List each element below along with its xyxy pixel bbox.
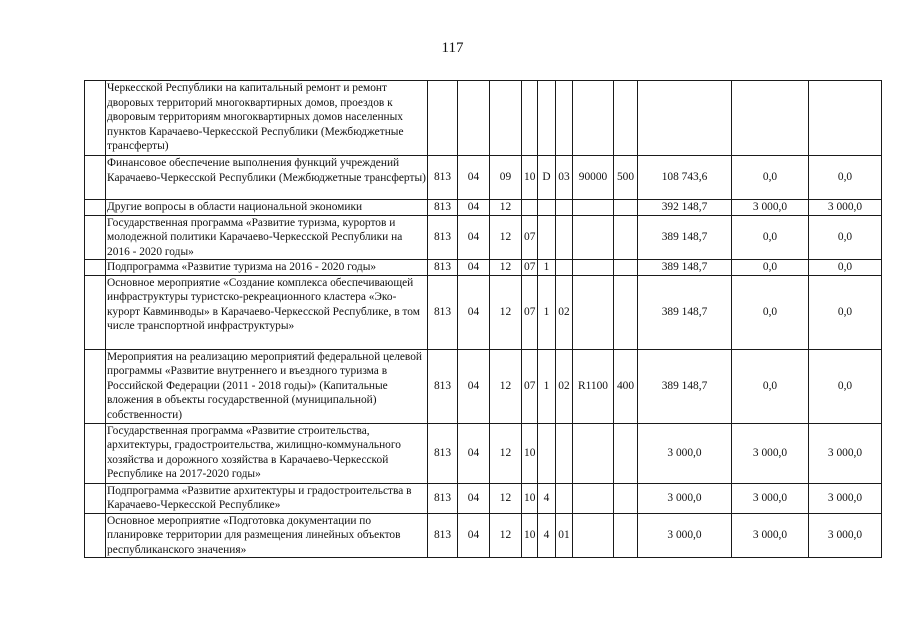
sum-year-1-cell: 389 148,7 — [638, 349, 732, 423]
sum-year-3-cell: 3 000,0 — [809, 200, 882, 216]
expense-type-cell — [614, 423, 638, 483]
sum-year-2-cell: 3 000,0 — [732, 483, 809, 513]
expense-type-cell — [614, 483, 638, 513]
item-name-cell: Основное мероприятие «Подготовка документации по планировке территории для размещения линейных объектов республиканского значения» — [106, 513, 428, 558]
expense-type-cell — [614, 260, 638, 276]
table-row — [85, 423, 882, 483]
expense-type-cell — [614, 513, 638, 558]
subsection-cell: 12 — [490, 513, 522, 558]
item-name-cell: Мероприятия на реализацию мероприятий федеральной целевой программы «Развитие внутреннего и въездного туризма в Российской Федерации (2011 - 2018 годы)» (Капитальные вложения в объекты государственной (муниципальной) собственности) — [106, 349, 428, 423]
row-number-cell — [85, 260, 106, 276]
sum-year-2-cell: 0,0 — [732, 349, 809, 423]
ved-cell: 813 — [428, 513, 458, 558]
sum-year-3-cell: 0,0 — [809, 156, 882, 200]
table-row — [85, 349, 882, 423]
row-number-cell — [85, 215, 106, 260]
sum-year-1-cell: 392 148,7 — [638, 200, 732, 216]
section-cell: 04 — [458, 260, 490, 276]
target-code-4-cell — [573, 215, 614, 260]
ved-cell: 813 — [428, 215, 458, 260]
ved-cell — [428, 81, 458, 156]
sum-year-1-cell: 389 148,7 — [638, 215, 732, 260]
target-code-1-cell: 10 — [522, 156, 538, 200]
subsection-cell: 12 — [490, 215, 522, 260]
item-name-cell: Другие вопросы в области национальной экономики — [106, 200, 428, 216]
row-number-cell — [85, 275, 106, 349]
subsection-cell: 12 — [490, 200, 522, 216]
sum-year-1-cell: 3 000,0 — [638, 423, 732, 483]
sum-year-2-cell — [732, 81, 809, 156]
target-code-4-cell — [573, 513, 614, 558]
expense-type-cell: 400 — [614, 349, 638, 423]
target-code-2-cell — [538, 215, 556, 260]
sum-year-3-cell: 0,0 — [809, 275, 882, 349]
target-code-2-cell: 4 — [538, 483, 556, 513]
section-cell: 04 — [458, 349, 490, 423]
subsection-cell — [490, 81, 522, 156]
target-code-2-cell — [538, 423, 556, 483]
sum-year-3-cell: 3 000,0 — [809, 513, 882, 558]
target-code-3-cell — [556, 423, 573, 483]
table-row — [85, 81, 882, 156]
ved-cell: 813 — [428, 275, 458, 349]
target-code-4-cell — [573, 81, 614, 156]
subsection-cell: 12 — [490, 349, 522, 423]
target-code-2-cell — [538, 200, 556, 216]
target-code-3-cell — [556, 81, 573, 156]
item-name-cell: Основное мероприятие «Создание комплекса обеспечивающей инфраструктуры туристско-рекреационного кластера «Эко-курорт Кавминводы» в Карачаево-Черкесской Республике, в том числе транспортной инфраструктуры» — [106, 275, 428, 349]
item-name-cell: Государственная программа «Развитие строительства, архитектуры, градостроительства, жилищно-коммунального хозяйства и дорожного хозяйства в Карачаево-Черкесской Республике на 2017-2020 годы» — [106, 423, 428, 483]
sum-year-3-cell: 3 000,0 — [809, 423, 882, 483]
subsection-cell: 12 — [490, 275, 522, 349]
target-code-1-cell: 07 — [522, 215, 538, 260]
table-row — [85, 260, 882, 276]
row-number-cell — [85, 513, 106, 558]
target-code-1-cell: 10 — [522, 423, 538, 483]
target-code-3-cell: 02 — [556, 349, 573, 423]
ved-cell: 813 — [428, 483, 458, 513]
target-code-3-cell: 02 — [556, 275, 573, 349]
item-name-cell: Подпрограмма «Развитие архитектуры и градостроительства в Карачаево-Черкесской Республике» — [106, 483, 428, 513]
sum-year-2-cell: 0,0 — [732, 275, 809, 349]
sum-year-2-cell: 0,0 — [732, 215, 809, 260]
ved-cell: 813 — [428, 349, 458, 423]
subsection-cell: 12 — [490, 423, 522, 483]
row-number-cell — [85, 81, 106, 156]
table-row — [85, 215, 882, 260]
table-row — [85, 275, 882, 349]
sum-year-1-cell: 3 000,0 — [638, 483, 732, 513]
row-number-cell — [85, 349, 106, 423]
sum-year-2-cell: 0,0 — [732, 260, 809, 276]
item-name-cell: Государственная программа «Развитие туризма, курортов и молодежной политики Карачаево-Черкесской Республики на 2016 - 2020 годы» — [106, 215, 428, 260]
target-code-3-cell: 01 — [556, 513, 573, 558]
sum-year-1-cell: 389 148,7 — [638, 260, 732, 276]
target-code-1-cell: 07 — [522, 349, 538, 423]
item-name-cell: Черкесской Республики на капитальный ремонт и ремонт дворовых территорий многоквартирных домов, проездов к дворовым территориям многоквартирных домов населенных пунктов Карачаево-Черкесской Республики (Межбюджетные трансферты) — [106, 81, 428, 156]
target-code-2-cell: 4 — [538, 513, 556, 558]
subsection-cell: 12 — [490, 260, 522, 276]
table-row — [85, 513, 882, 558]
target-code-3-cell — [556, 260, 573, 276]
target-code-4-cell: 90000 — [573, 156, 614, 200]
target-code-2-cell: D — [538, 156, 556, 200]
sum-year-2-cell: 3 000,0 — [732, 513, 809, 558]
sum-year-2-cell: 3 000,0 — [732, 423, 809, 483]
ved-cell: 813 — [428, 156, 458, 200]
sum-year-2-cell: 3 000,0 — [732, 200, 809, 216]
section-cell: 04 — [458, 513, 490, 558]
target-code-4-cell — [573, 423, 614, 483]
sum-year-1-cell — [638, 81, 732, 156]
sum-year-3-cell: 0,0 — [809, 215, 882, 260]
target-code-1-cell — [522, 81, 538, 156]
sum-year-2-cell: 0,0 — [732, 156, 809, 200]
expense-type-cell — [614, 215, 638, 260]
sum-year-1-cell: 3 000,0 — [638, 513, 732, 558]
target-code-1-cell: 10 — [522, 483, 538, 513]
section-cell: 04 — [458, 156, 490, 200]
section-cell: 04 — [458, 200, 490, 216]
ved-cell: 813 — [428, 260, 458, 276]
page-number: 117 — [441, 40, 464, 56]
budget-table — [84, 80, 882, 558]
subsection-cell: 09 — [490, 156, 522, 200]
target-code-2-cell: 1 — [538, 349, 556, 423]
target-code-3-cell — [556, 200, 573, 216]
expense-type-cell: 500 — [614, 156, 638, 200]
section-cell — [458, 81, 490, 156]
target-code-3-cell: 03 — [556, 156, 573, 200]
ved-cell: 813 — [428, 200, 458, 216]
subsection-cell: 12 — [490, 483, 522, 513]
target-code-1-cell — [522, 200, 538, 216]
section-cell: 04 — [458, 215, 490, 260]
sum-year-3-cell: 0,0 — [809, 349, 882, 423]
target-code-1-cell: 07 — [522, 260, 538, 276]
expense-type-cell — [614, 275, 638, 349]
target-code-4-cell: R1100 — [573, 349, 614, 423]
section-cell: 04 — [458, 423, 490, 483]
ved-cell: 813 — [428, 423, 458, 483]
sum-year-1-cell: 108 743,6 — [638, 156, 732, 200]
target-code-1-cell: 10 — [522, 513, 538, 558]
target-code-4-cell — [573, 483, 614, 513]
target-code-1-cell: 07 — [522, 275, 538, 349]
target-code-4-cell — [573, 260, 614, 276]
sum-year-3-cell: 0,0 — [809, 260, 882, 276]
target-code-4-cell — [573, 275, 614, 349]
target-code-4-cell — [573, 200, 614, 216]
table-row — [85, 200, 882, 216]
row-number-cell — [85, 483, 106, 513]
sum-year-1-cell: 389 148,7 — [638, 275, 732, 349]
expense-type-cell — [614, 200, 638, 216]
table-row — [85, 483, 882, 513]
sum-year-3-cell: 3 000,0 — [809, 483, 882, 513]
row-number-cell — [85, 200, 106, 216]
target-code-2-cell — [538, 81, 556, 156]
section-cell: 04 — [458, 483, 490, 513]
target-code-3-cell — [556, 215, 573, 260]
table-row — [85, 156, 882, 200]
target-code-3-cell — [556, 483, 573, 513]
target-code-2-cell: 1 — [538, 275, 556, 349]
item-name-cell: Финансовое обеспечение выполнения функций учреждений Карачаево-Черкесской Республики (Межбюджетные трансферты) — [106, 156, 428, 200]
target-code-2-cell: 1 — [538, 260, 556, 276]
row-number-cell — [85, 423, 106, 483]
sum-year-3-cell — [809, 81, 882, 156]
section-cell: 04 — [458, 275, 490, 349]
item-name-cell: Подпрограмма «Развитие туризма на 2016 - 2020 годы» — [106, 260, 428, 276]
row-number-cell — [85, 156, 106, 200]
expense-type-cell — [614, 81, 638, 156]
